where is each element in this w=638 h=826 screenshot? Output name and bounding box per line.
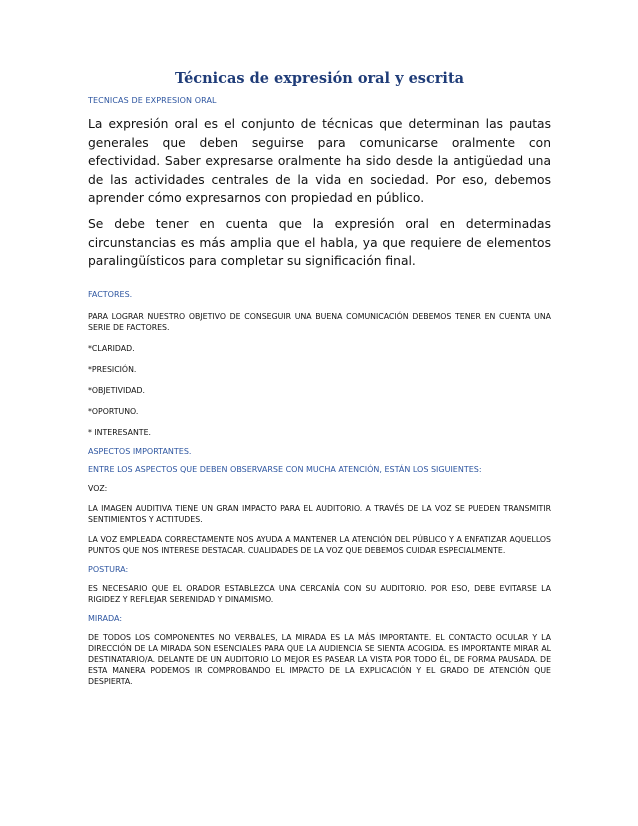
aspectos-intro: ENTRE LOS ASPECTOS QUE DEBEN OBSERVARSE CON MUCHA ATENCIÓN, ESTÁN LOS SIGUIENTES: [88, 464, 482, 474]
aspectos-heading: ASPECTOS IMPORTANTES. [88, 446, 192, 456]
section-subheading: TECNICAS DE EXPRESION ORAL [88, 96, 217, 105]
document-page [88, 70, 551, 697]
voz-heading: VOZ: [88, 483, 108, 493]
factores-text: PARA LOGRAR NUESTRO OBJETIVO DE CONSEGUIR UNA BUENA COMUNICACIÓN DEBEMOS TENER EN CUENTA UNA SERIE DE FACTORES. [88, 311, 551, 332]
factor-item: *OPORTUNO. [88, 406, 139, 416]
intro-paragraph-1: La expresión oral es el conjunto de técnicas que determinan las pautas generales que deben seguirse para comunicarse oralmente con efectividad. Saber expresarse oralmente ha sido desde la antigüedad una de las actividades centrales de la vida en sociedad. Por eso, debemos aprender cómo expresarnos con propiedad en público. [88, 117, 551, 206]
intro-paragraph-2: Se debe tener en cuenta que la expresión oral en determinadas circunstancias es más amplia que el habla, ya que requiere de elementos paralingüísticos para completar su significación final. [88, 216, 551, 269]
factor-item: *OBJETIVIDAD. [88, 385, 145, 395]
voz-paragraph-2: LA VOZ EMPLEADA CORRECTAMENTE NOS AYUDA A MANTENER LA ATENCIÓN DEL PÚBLICO Y A ENFATIZAR AQUELLOS PUNTOS QUE NOS INTERESE DESTACAR. CUALIDADES DE LA VOZ QUE DEBEMOS CUIDAR ESPECIALMENTE. [88, 534, 551, 555]
factores-heading: FACTORES. [88, 289, 133, 299]
voz-paragraph-1: LA IMAGEN AUDITIVA TIENE UN GRAN IMPACTO PARA EL AUDITORIO. A TRAVÉS DE LA VOZ SE PUEDEN TRANSMITIR SENTIMIENTOS Y ACTITUDES. [88, 503, 551, 524]
factor-item: *CLARIDAD. [88, 343, 135, 353]
document-title: Técnicas de expresión oral y escrita [174, 70, 465, 87]
spacer [88, 278, 551, 290]
mirada-text: DE TODOS LOS COMPONENTES NO VERBALES, LA MIRADA ES LA MÁS IMPORTANTE. EL CONTACTO OCULAR Y LA DIRECCIÓN DE LA MIRADA SON ESENCIALES PARA QUE LA AUDIENCIA SE SIENTA ACOGIDA. ES IMPORTANTE MIRAR AL DESTINATARIO/A. DELANTE DE UN AUDITORIO LO MEJOR ES PASEAR LA VISTA POR TODO ÉL, DE FORMA PAUSADA. DE ESTA MANERA PODEMOS IR COMPROBANDO EL IMPACTO DE LA EXPLICACIÓN Y EL GRADO DE ATENCIÓN QUE DESPIERTA. [88, 632, 551, 686]
mirada-heading: MIRADA: [88, 613, 123, 623]
postura-text: ES NECESARIO QUE EL ORADOR ESTABLEZCA UNA CERCANÍA CON SU AUDITORIO. POR ESO, DEBE EVITARSE LA RIGIDEZ Y REFLEJAR SERENIDAD Y DINAMISMO. [88, 583, 551, 604]
factor-item: *PRESICIÓN. [88, 364, 137, 374]
postura-heading: POSTURA: [88, 564, 129, 574]
factor-item: * INTERESANTE. [88, 427, 151, 437]
